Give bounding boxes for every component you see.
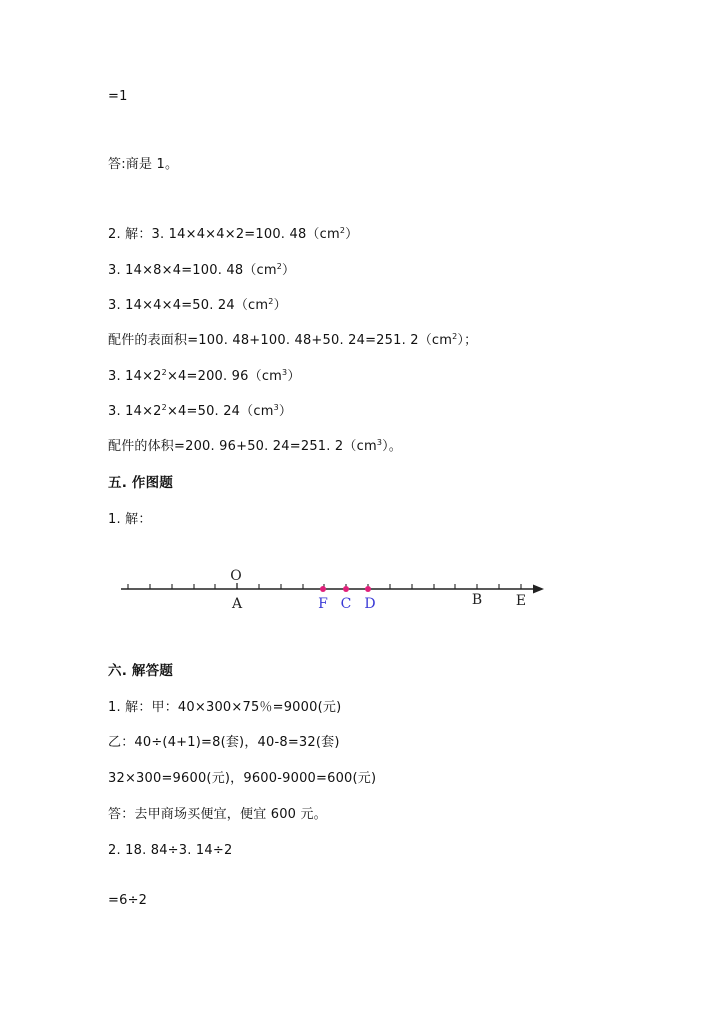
solution-line [108, 226, 358, 244]
problem-label: 1. 解： [108, 512, 152, 527]
point-f-marker [320, 586, 326, 592]
solution-line: 乙：40÷(4+1)=8(套)，40-8=32(套) [108, 735, 340, 750]
point-c-marker [343, 586, 349, 592]
superscript: 2 [276, 262, 283, 271]
surface-area-line [108, 332, 477, 350]
section-heading: 五. 作图题 [108, 475, 174, 491]
section-heading: 六. 解答题 [108, 663, 174, 679]
solution-line: 32×300=9600(元)，9600-9000=600(元) [108, 771, 377, 786]
solution-line: 2. 18. 84÷3. 14÷2 [108, 843, 233, 858]
superscript: 2 [268, 297, 274, 306]
answer-line [108, 156, 178, 174]
answer-line: 答：去甲商场买便宜，便宜 600 元。 [108, 807, 327, 822]
label-f: F [318, 596, 328, 612]
text: 配件的体积=200. 96+50. 24=251. 2（cm [108, 439, 377, 454]
volume-line [108, 438, 402, 456]
number-line-figure [110, 560, 560, 620]
solution-line [108, 297, 287, 315]
solution-line [108, 262, 295, 280]
text: ×4=200. 96（cm [166, 369, 283, 384]
text: ） [278, 404, 293, 419]
label-b: B [471, 592, 483, 608]
superscript: 2 [161, 403, 167, 412]
superscript: 3 [282, 368, 288, 377]
solution-line: 1. 解：甲：40×300×75％=9000(元) [108, 700, 342, 715]
point-d-marker [365, 586, 371, 592]
text: ） [273, 298, 287, 313]
superscript: 3 [376, 438, 383, 447]
label-e: E [515, 593, 527, 609]
text: 2. 解：3. 14×4×4×2=100. 48（cm [108, 227, 340, 242]
label-a: A [231, 596, 243, 612]
arrow-head-icon [533, 585, 544, 594]
text: ） [345, 227, 359, 242]
text: ×4=50. 24（cm [166, 404, 274, 419]
solution-line [108, 403, 292, 421]
text: ） [282, 263, 296, 278]
solution-line [108, 368, 301, 386]
text: =1 [108, 89, 128, 104]
equation-result-line [108, 88, 128, 106]
label-c: C [340, 596, 352, 612]
text: 答:商是 1。 [108, 157, 179, 172]
text: 配件的表面积=100. 48+100. 48+50. 24=251. 2（cm [108, 333, 453, 348]
superscript: 2 [161, 368, 167, 377]
text: 3. 14×2 [108, 404, 162, 419]
solution-line: =6÷2 [108, 893, 148, 908]
text: 3. 14×8×4=100. 48（cm [108, 263, 277, 278]
text: ）； [457, 333, 478, 348]
label-origin: O [230, 568, 242, 584]
text: 3. 14×4×4=50. 24（cm [108, 298, 269, 313]
text: ） [287, 369, 301, 384]
text: ）。 [382, 439, 403, 454]
superscript: 2 [339, 226, 346, 235]
superscript: 3 [273, 403, 279, 412]
label-d: D [364, 596, 376, 612]
number-line-svg [110, 560, 560, 620]
superscript: 2 [452, 332, 458, 341]
text: 3. 14×2 [108, 369, 162, 384]
